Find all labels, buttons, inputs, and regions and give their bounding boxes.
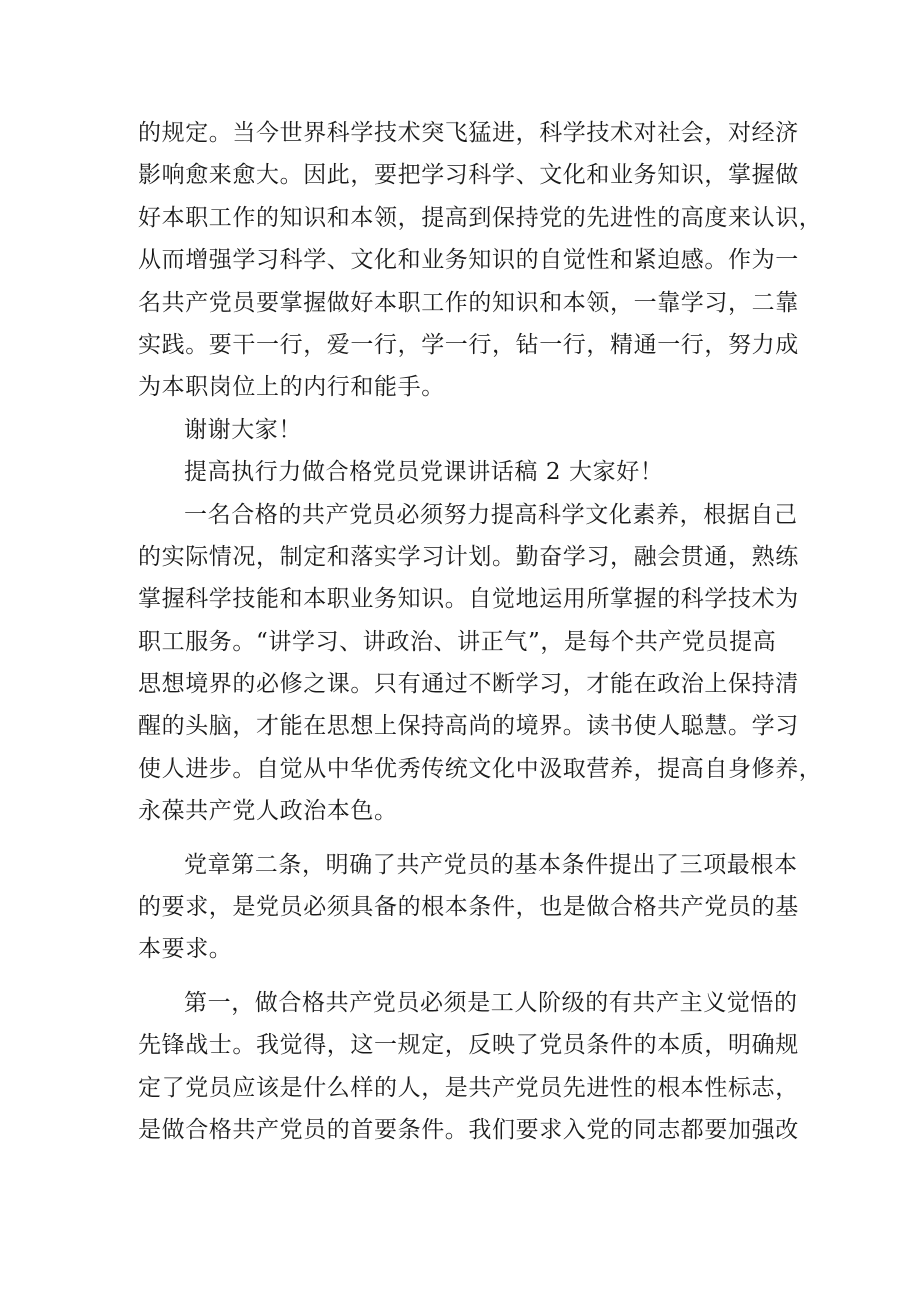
section-heading: 提高执行力做合格党员党课讲话稿 2 大家好！ — [184, 459, 664, 486]
text-line: 掌握科学技能和本职业务知识。自觉地运用所掌握的科学技术为 — [138, 586, 799, 613]
text-line: 先锋战士。我觉得，这一规定，反映了党员条件的本质，明确规 — [138, 1032, 799, 1059]
text-line: 使人进步。自觉从中华优秀传统文化中汲取营养，提高自身修养， — [138, 755, 823, 782]
paragraph-start: 一名合格的共产党员必须努力提高科学文化素养，根据自己 — [184, 501, 798, 528]
text-line: 从而增强学习科学、文化和业务知识的自觉性和紧迫感。作为一 — [138, 247, 799, 274]
text-line: 定了党员应该是什么样的人，是共产党员先进性的根本性标志， — [138, 1074, 799, 1101]
text-line: 的实际情况，制定和落实学习计划。勤奋学习，融会贯通，熟练 — [138, 543, 799, 570]
text-line: 的规定。当今世界科学技术突飞猛进，科学技术对社会，对经济 — [138, 120, 799, 146]
text-line: 实践。要干一行，爱一行，学一行，钻一行，精通一行，努力成 — [138, 331, 799, 358]
paragraph-start: 党章第二条，明确了共产党员的基本条件提出了三项最根本 — [184, 851, 798, 878]
text-line: 职工服务。“讲学习、讲政治、讲正气”，是每个共产党员提高 — [138, 628, 777, 655]
text-line: 永葆共产党人政治本色。 — [138, 798, 398, 825]
text-line: 影响愈来愈大。因此，要把学习科学、文化和业务知识，掌握做 — [138, 162, 799, 189]
text-line: 本要求。 — [138, 936, 233, 963]
text-line: 的要求，是党员必须具备的根本条件，也是做合格共产党员的基 — [138, 894, 799, 921]
paragraph-start: 第一，做合格共产党员必须是工人阶级的有共产主义觉悟的 — [184, 989, 798, 1016]
text-line: 名共产党员要掌握做好本职工作的知识和本领，一靠学习，二靠 — [138, 289, 799, 316]
text-line: 是做合格共产党员的首要条件。我们要求入党的同志都要加强改 — [138, 1116, 799, 1143]
text-line: 思想境界的必修之课。只有通过不断学习，才能在政治上保持清 — [138, 671, 799, 698]
text-line: 好本职工作的知识和本领，提高到保持党的先进性的高度来认识， — [138, 204, 823, 231]
closing-thanks: 谢谢大家！ — [184, 416, 302, 443]
document-page — [138, 112, 823, 1151]
text-line: 醒的头脑，才能在思想上保持高尚的境界。读书使人聪慧。学习 — [138, 713, 799, 740]
text-line: 为本职岗位上的内行和能手。 — [138, 374, 445, 401]
